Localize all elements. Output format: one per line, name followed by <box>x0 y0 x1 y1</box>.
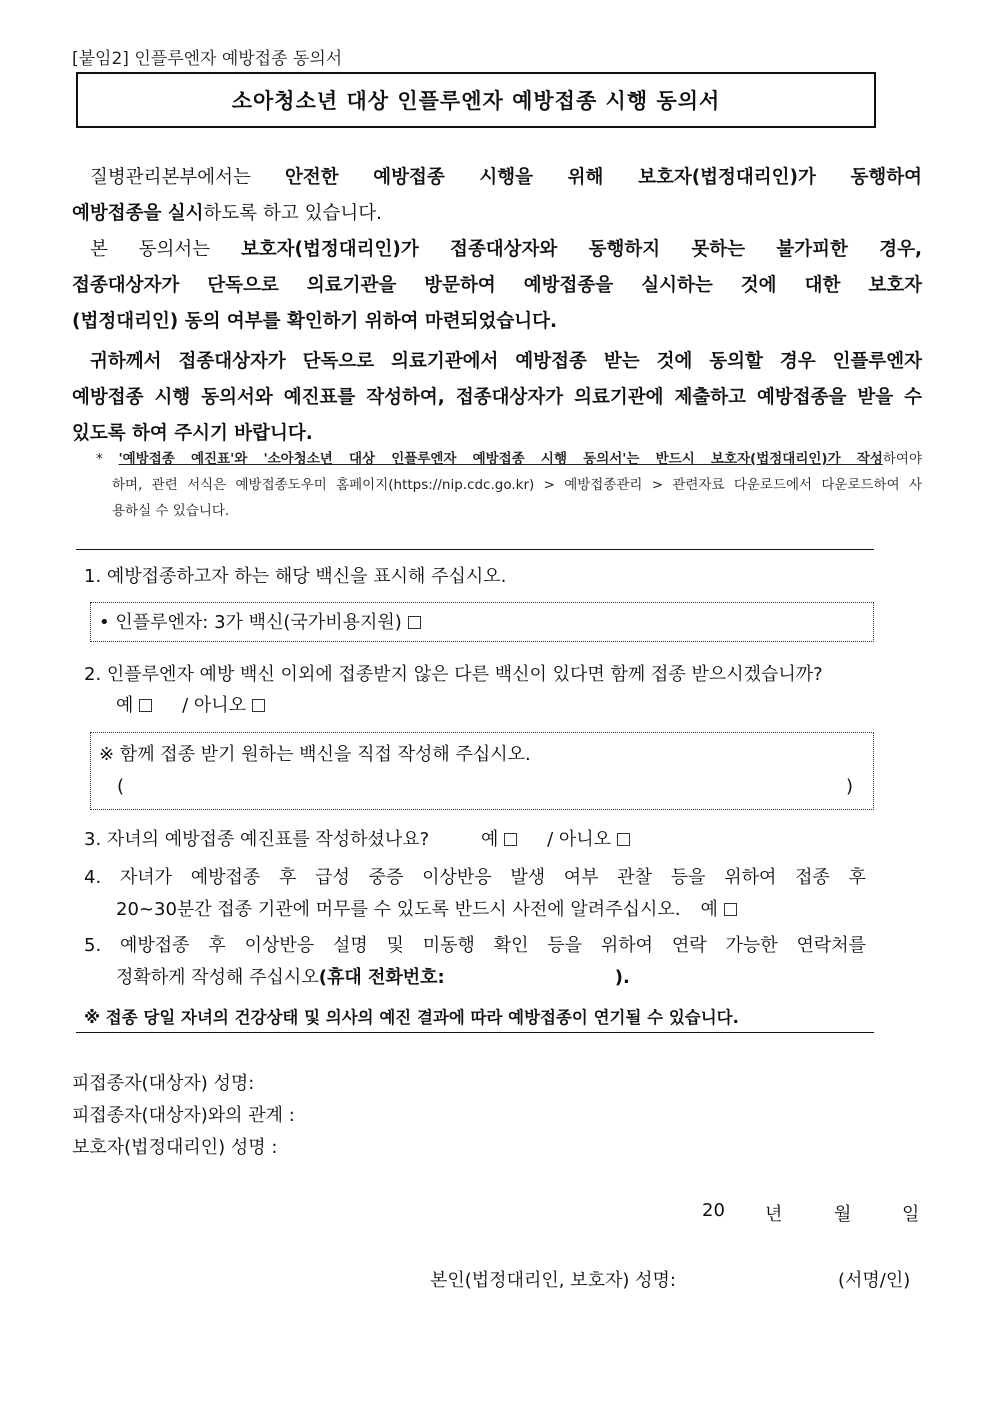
q4-yes-checkbox[interactable] <box>724 903 737 916</box>
question-5-line-2: 정확하게 작성해 주십시오 <box>116 967 319 988</box>
form-note <box>96 446 922 524</box>
sign-seal-mark: (서명/인) <box>838 1270 911 1291</box>
phone-number-label: (휴대 전화번호: <box>318 967 445 988</box>
vaccine-option-label: • 인플루엔자: 3가 백신(국가비용지원) <box>99 612 402 633</box>
question-2: 2. 인플루엔자 예방 백신 이외에 접종받지 않은 다른 백신이 있다면 함께 접종 받으시겠습니까? <box>84 664 823 685</box>
additional-vaccine-box <box>90 732 874 810</box>
intro-text-bold: 안전한 예방접종 시행을 위해 보호자(법정대리인)가 동행하여 <box>284 167 922 188</box>
q4-yes-label: 예 <box>700 899 718 920</box>
q3-no-label: / 아니오 <box>547 829 612 850</box>
phone-number-close: ). <box>614 967 630 988</box>
question-3 <box>84 824 630 856</box>
vaccine-option-checkbox[interactable] <box>408 616 421 629</box>
intro-paragraph-3 <box>72 344 922 452</box>
additional-vaccine-open-paren: ( <box>117 776 125 797</box>
relation-field[interactable]: 피접종자(대상자)와의 관계 : <box>72 1105 295 1126</box>
guardian-name-field[interactable]: 보호자(법정대리인) 성명 : <box>72 1137 278 1158</box>
q3-yes-label: 예 <box>480 829 499 850</box>
q2-no-checkbox[interactable] <box>252 699 265 712</box>
document-title: 소아청소년 대상 인플루엔자 예방접종 시행 동의서 <box>231 89 721 113</box>
note-text: 하며, 관련 서식은 예방접종도우미 홈페이지(https://nip.cdc.go.kr) > 예방접종관리 > 관련자료 다운로드에서 다운로드하여 사 <box>112 477 922 493</box>
intro-text-bold: 보호자(법정대리인)가 접종대상자와 동행하지 못하는 불가피한 경우, <box>240 239 922 260</box>
question-4-line-1: 4. 자녀가 예방접종 후 급성 중증 이상반응 발생 여부 관찰 등을 위하여 접종 후 <box>84 867 866 888</box>
patient-name-field[interactable]: 피접종자(대상자) 성명: <box>72 1073 255 1094</box>
intro-paragraph-2 <box>72 232 922 340</box>
section-divider-top <box>76 549 874 550</box>
date-year-unit: 년 <box>765 1204 783 1225</box>
intro-text-bold: 귀하께서 접종대상자가 단독으로 의료기관에서 예방접종 받는 것에 동의할 경우 인플루엔자 <box>90 351 922 372</box>
date-day-unit: 일 <box>902 1204 920 1225</box>
intro-text: 질병관리본부에서는 <box>90 167 251 188</box>
intro-text: 하도록 하고 있습니다. <box>203 203 383 224</box>
q2-yes-label: 예 <box>116 695 134 716</box>
q2-no-label: / 아니오 <box>182 695 247 716</box>
vaccine-option-box <box>90 602 874 642</box>
document-title-box <box>76 72 876 128</box>
question-3-text: 3. 자녀의 예방접종 예진표를 작성하셨나요? <box>84 829 430 850</box>
question-4 <box>84 862 866 926</box>
intro-text: 본 동의서는 <box>90 239 241 260</box>
intro-paragraph-1 <box>72 160 922 232</box>
additional-vaccine-instruction: ※ 함께 접종 받기 원하는 백신을 직접 작성해 주십시오. <box>99 744 531 765</box>
attachment-label: [붙임2] 인플루엔자 예방접종 동의서 <box>72 49 343 69</box>
date-year: 20 <box>702 1200 725 1221</box>
intro-text-bold: (법정대리인) 동의 여부를 확인하기 위하여 마련되었습니다. <box>72 311 558 332</box>
intro-text-bold: 접종대상자가 단독으로 의료기관을 방문하여 예방접종을 실시하는 것에 대한 보호자 <box>72 275 922 296</box>
additional-vaccine-close-paren: ) <box>845 776 853 797</box>
note-asterisk: * <box>96 451 119 467</box>
intro-text-bold: 예방접종 시행 동의서와 예진표를 작성하여, 접종대상자가 의료기관에 제출하고 예방접종을 받을 수 <box>72 387 922 408</box>
section-divider-bottom <box>76 1032 874 1033</box>
intro-text-bold: 있도록 하여 주시기 바랍니다. <box>72 423 313 444</box>
question-4-line-2: 20~30분간 접종 기관에 머무를 수 있도록 반드시 사전에 알려주십시오. <box>116 899 681 920</box>
q3-yes-checkbox[interactable] <box>504 833 517 846</box>
date-month-unit: 월 <box>834 1204 852 1225</box>
intro-text-bold: 예방접종을 실시 <box>72 203 204 224</box>
note-text: 용하실 수 있습니다. <box>112 503 230 519</box>
q2-yes-checkbox[interactable] <box>139 699 152 712</box>
q3-no-checkbox[interactable] <box>617 833 630 846</box>
note-underlined: '예방접종 예진표'와 '소아청소년 대상 인플루엔자 예방접종 시행 동의서'는 반드시 보호자(법정대리인)가 작성 <box>118 451 883 467</box>
postpone-warning: ※ 접종 당일 자녀의 건강상태 및 의사의 예진 결과에 따라 예방접종이 연기될 수 있습니다. <box>84 1008 739 1027</box>
question-1: 1. 예방접종하고자 하는 해당 백신을 표시해 주십시오. <box>84 566 507 587</box>
question-5 <box>84 930 866 994</box>
question-2-answers <box>116 690 265 722</box>
question-5-line-1: 5. 예방접종 후 이상반응 설명 및 미동행 확인 등을 위하여 연락 가능한 연락처를 <box>84 935 866 956</box>
signer-name-label[interactable]: 본인(법정대리인, 보호자) 성명: <box>430 1270 676 1291</box>
note-text: 하여야 <box>882 451 922 467</box>
